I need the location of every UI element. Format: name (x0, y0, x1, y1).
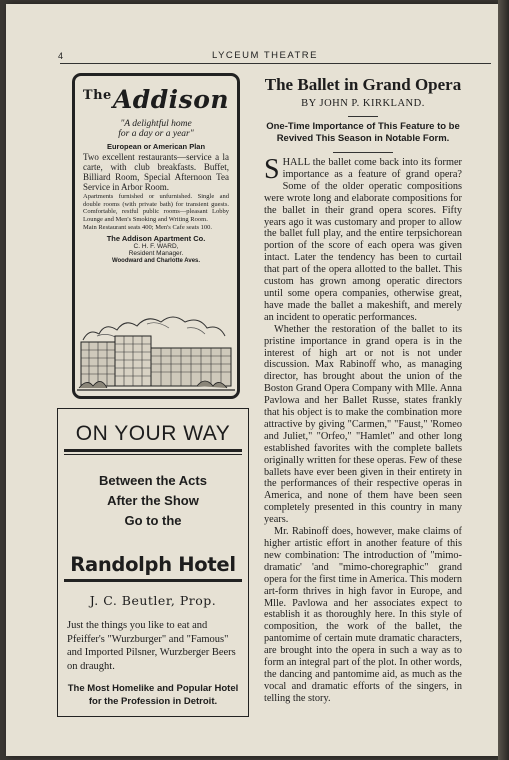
ad-line-2: After the Show (107, 493, 199, 508)
book-spine (498, 0, 509, 760)
headline-rule-thin (64, 454, 242, 455)
addison-ad (72, 73, 240, 399)
article-paragraph-1: SHALL the ballet come back into its former importance as a feature of grand opera? Some of the older operatic compositions were wrote long and elaborate compositions for the ballet in their grand opera scores. Fifty years ago it was customary and proper to allow the ballet full play, and the entire terpsichorean portion of the score of each opera was given intact. Later the tendency has been to curtail that part of the opera allotted to the ballet. This custom has grown among operatic directors until some opera companies, otherwise great, have made the ballet a makeshift, and merely an incident to operatic performances. (264, 154, 462, 323)
ad-description: Just the things you like to eat and Pfeiffer's "Wurzburger" and "Famous" and Imported Pilsner, Wurzberger Beers on draught. (67, 620, 236, 672)
article (264, 76, 462, 705)
page-number: 4 (58, 51, 64, 61)
addison-manager-name: C. H. F. WARD, (133, 242, 179, 250)
title-rule (348, 116, 378, 117)
ad-headline: ON YOUR WAY (75, 422, 231, 445)
addison-details: Apartments furnished or unfurnished. Single and double rooms (with private bath) for transient guests. Comfortable, restful public rooms—pleasant Lobby Lounge and Men's Smoking and Writing Room. (83, 193, 229, 223)
ad-line-3: Go to the (124, 513, 182, 528)
article-body (264, 154, 462, 705)
subtitle-rule (333, 152, 393, 153)
proprietor: J. C. Beutler, Prop. (89, 593, 217, 608)
addison-slogan: "A delightful home for a day or a year" (118, 119, 194, 139)
ad-line-1: Between the Acts (99, 473, 207, 488)
article-paragraph-2: Whether the restoration of the ballet to its pristine importance in grand opera is in the interest of high art or not is not under discussion. Max Rabinoff who, as managing director, has brought about the union of the Boston Grand Opera Company with Mlle. Anna Pavlowa and her Ballet Russe, states frankly that his object is to make the combination more attractive by giving "Carmen," "Faust," 'Romeo and Juliet," "Orfeo," "Hamlet" and other long established favorites with the complete ballets originally written for these operas. Few of these ballets have ever been given in their entirety in the performances of their respective operas in America, and none of them have been seen completely presented in this country in many years. (264, 323, 462, 526)
addison-manager-title: Resident Manager. (128, 250, 184, 257)
article-subtitle: One-Time Importance of This Feature to be Revived This Season in Notable Form. (266, 121, 460, 144)
article-title: The Ballet in Grand Opera (264, 75, 462, 94)
addison-restaurant: Main Restaurant seats 400; Men's Cafe seats 100. (83, 224, 212, 231)
headline-rule (64, 449, 242, 452)
article-byline: BY JOHN P. KIRKLAND. (301, 98, 425, 109)
addison-body: Two excellent restaurants—service a la carte, with club breakfasts. Buffet, Billiard Room, Special Afternoon Tea Service in Arbor Room. (83, 152, 229, 192)
addison-logo: $^{The}$Addison (82, 85, 230, 114)
article-paragraph-3: Mr. Rabinoff does, however, make claims of higher artistic effort in another feature of this new combination: The introduction of "mimo-dramatic' 'and "mimo-choregraphic" grand opera for the first time in America. This modern art-form thrives in high favor in Europe, and Mlle. Pavlowa and her associates expect to establish it as thoroughly here. In this style of composition, the work of the ballet, the pantomime of certain mute dramatic characters, are brought into the opera in such a way as to form an integral part of the plot. In other words, the dancing and pantomime aid, as much as the vocal and dramatic efforts of the singers, in telling the story. (264, 526, 462, 704)
drop-cap: S (264, 154, 280, 185)
addison-plan: European or American Plan (106, 142, 206, 151)
hotel-name: Randolph Hotel (70, 553, 236, 576)
hotel-rule (64, 579, 242, 582)
running-header: LYCEUM THEATRE (212, 50, 318, 61)
addison-company: The Addison Apartment Co. (106, 233, 206, 243)
ad-tagline: The Most Homelike and Popular Hotel for the Profession in Detroit. (67, 683, 239, 707)
hotel-building-illustration (77, 306, 235, 394)
addison-address: Woodward and Charlotte Aves. (111, 257, 201, 264)
header-rule (60, 63, 491, 64)
randolph-ad (57, 408, 249, 717)
